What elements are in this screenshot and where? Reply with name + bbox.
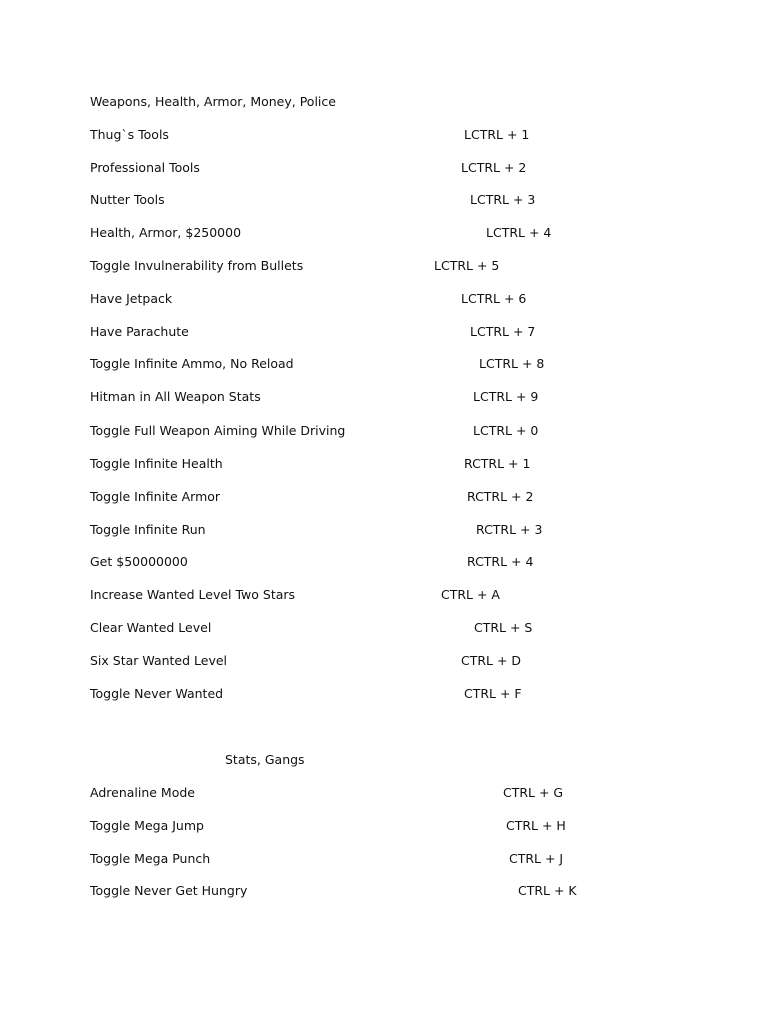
cheat-keys: CTRL + G: [503, 785, 564, 800]
cheat-label: Six Star Wanted Level: [90, 653, 228, 668]
cheat-row: [0, 322, 768, 342]
cheat-row: [0, 849, 768, 869]
cheat-label: Professional Tools: [90, 160, 200, 175]
cheat-label: Thug`s Tools: [90, 127, 169, 142]
cheat-keys: LCTRL + 9: [473, 389, 539, 404]
cheat-label: Health, Armor, $250000: [90, 225, 242, 240]
cheat-keys: LCTRL + 0: [473, 423, 539, 438]
cheat-keys: LCTRL + 4: [486, 225, 552, 240]
cheat-label: Increase Wanted Level Two Stars: [90, 587, 296, 602]
cheat-row: [0, 125, 768, 145]
cheat-row: [0, 881, 768, 901]
cheat-row: [0, 387, 768, 407]
cheat-label: Toggle Infinite Ammo, No Reload: [90, 356, 294, 371]
cheat-row: [0, 223, 768, 243]
cheat-keys: LCTRL + 5: [434, 258, 500, 273]
cheat-label: Toggle Infinite Health: [90, 456, 223, 471]
cheat-label: Clear Wanted Level: [90, 620, 212, 635]
cheat-row: [0, 354, 768, 374]
cheat-label: Have Jetpack: [90, 291, 173, 306]
cheat-label: Toggle Never Wanted: [90, 686, 224, 701]
cheat-row: [0, 618, 768, 638]
cheat-keys: RCTRL + 1: [464, 456, 531, 471]
section-heading-stats: Stats, Gangs: [225, 752, 305, 767]
cheat-keys: CTRL + A: [441, 587, 500, 602]
cheat-keys: LCTRL + 8: [479, 356, 545, 371]
cheat-keys: LCTRL + 1: [464, 127, 530, 142]
cheat-keys: RCTRL + 3: [476, 522, 543, 537]
cheat-keys: LCTRL + 6: [461, 291, 527, 306]
cheat-row: [0, 651, 768, 671]
cheat-keys: CTRL + S: [474, 620, 533, 635]
cheat-label: Toggle Infinite Run: [90, 522, 206, 537]
cheat-keys: LCTRL + 3: [470, 192, 536, 207]
cheat-row: [0, 552, 768, 572]
cheat-row: [0, 585, 768, 605]
cheat-row: [0, 289, 768, 309]
section-heading-weapons: Weapons, Health, Armor, Money, Police: [90, 94, 336, 109]
cheat-row: [0, 816, 768, 836]
cheat-row: [0, 158, 768, 178]
cheat-keys: LCTRL + 2: [461, 160, 527, 175]
cheat-label: Adrenaline Mode: [90, 785, 195, 800]
cheat-keys: CTRL + K: [518, 883, 577, 898]
cheat-label: Toggle Invulnerability from Bullets: [90, 258, 304, 273]
cheat-row: [0, 684, 768, 704]
cheat-keys: RCTRL + 2: [467, 489, 534, 504]
cheat-row: [0, 190, 768, 210]
cheat-label: Toggle Never Get Hungry: [90, 883, 248, 898]
cheat-keys: RCTRL + 4: [467, 554, 534, 569]
cheat-label: Toggle Full Weapon Aiming While Driving: [90, 423, 346, 438]
cheat-row: [0, 487, 768, 507]
cheat-keys: CTRL + H: [506, 818, 566, 833]
cheat-keys: CTRL + F: [464, 686, 522, 701]
cheat-label: Get $50000000: [90, 554, 188, 569]
cheat-row: [0, 783, 768, 803]
cheat-row: [0, 256, 768, 276]
cheat-keys: CTRL + J: [509, 851, 564, 866]
cheat-label: Have Parachute: [90, 324, 189, 339]
cheat-keys: LCTRL + 7: [470, 324, 536, 339]
cheat-label: Nutter Tools: [90, 192, 165, 207]
cheat-label: Hitman in All Weapon Stats: [90, 389, 261, 404]
cheat-row: [0, 520, 768, 540]
cheat-row: [0, 454, 768, 474]
cheat-label: Toggle Infinite Armor: [90, 489, 221, 504]
cheat-label: Toggle Mega Punch: [90, 851, 211, 866]
cheat-row: [0, 421, 768, 441]
cheat-label: Toggle Mega Jump: [90, 818, 204, 833]
cheat-keys: CTRL + D: [461, 653, 522, 668]
